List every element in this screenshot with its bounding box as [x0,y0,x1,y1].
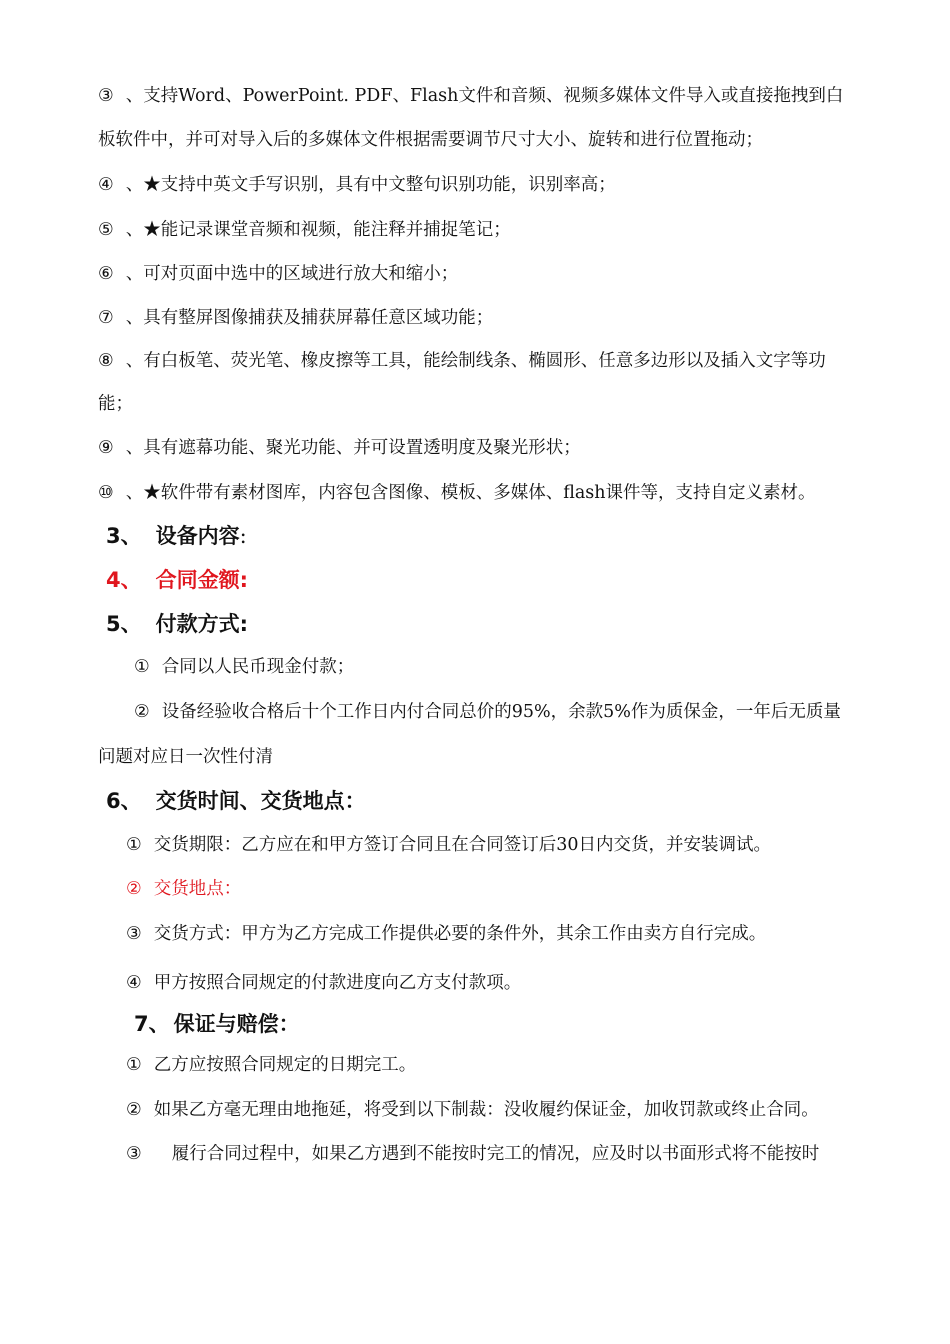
delivery-item-3 [126,922,766,946]
item-text: 板软件中，并可对导入后的多媒体文件根据需要调节尺寸大小、旋转和进行位置拖动； [98,130,763,150]
item-number: ④ [98,175,114,195]
feature-item-3-cont [98,128,763,152]
section-title: 保证与赔偿： [173,1012,300,1036]
item-text: 履行合同过程中，如果乙方遇到不能按时完工的情况，应及时以书面形式将不能按时 [171,1144,820,1164]
item-number: ⑥ [98,264,114,284]
item-number: ⑩ [98,483,114,503]
delivery-item-2 [126,877,241,901]
item-text: 乙方应按照合同规定的日期完工。 [153,1055,417,1075]
feature-item-4 [98,173,616,197]
section-heading-delivery [106,787,366,815]
feature-item-8 [98,349,826,373]
guarantee-item-2 [126,1098,819,1122]
section-number: 4、 [106,568,142,592]
item-number: ① [126,835,142,855]
feature-item-7 [98,306,493,330]
item-text: 交货方式：甲方为乙方完成工作提供必要的条件外，其余工作由卖方自行完成。 [153,924,767,944]
item-text: 问题对应日一次性付清 [98,747,273,767]
item-text: 、★能记录课堂音频和视频，能注释并捕捉笔记； [125,220,511,240]
section-title: 设备内容 [155,524,240,548]
item-number: ⑦ [98,308,114,328]
feature-item-6 [98,262,458,286]
section-number: 6、 [106,789,142,813]
item-text: 如果乙方毫无理由地拖延，将受到以下制裁：没收履约保证金，加收罚款或终止合同。 [153,1100,819,1120]
section-title: 交货时间、交货地点： [155,789,366,813]
section-heading-equipment [106,522,247,550]
section-colon: : [239,524,247,548]
feature-item-5 [98,218,511,242]
payment-item-2-cont [98,745,273,769]
item-text: 、具有遮幕功能、聚光功能、并可设置透明度及聚光形状； [125,438,581,458]
item-number: ⑤ [98,220,114,240]
item-text: 交货期限：乙方应在和甲方签订合同且在合同签订后30日内交货，并安装调试。 [153,835,771,855]
item-text: 、具有整屏图像捕获及捕获屏幕任意区域功能； [125,308,494,328]
item-text: 、可对页面中选中的区域进行放大和缩小； [125,264,459,284]
item-number: ② [134,702,150,722]
item-text: 合同以人民币现金付款； [161,657,355,677]
item-text: 、有白板笔、荧光笔、橡皮擦等工具，能绘制线条、椭圆形、任意多边形以及插入文字等功 [125,351,826,371]
guarantee-item-3 [126,1142,819,1166]
delivery-item-1 [126,833,771,857]
section-heading-contract-amount [106,566,248,594]
delivery-item-4 [126,971,521,995]
feature-item-8-cont [98,392,133,416]
section-number: 3、 [106,524,142,548]
payment-item-2 [134,700,841,724]
section-number: 7、 [134,1012,170,1036]
item-number: ⑨ [98,438,114,458]
section-title: 合同金额: [155,568,249,592]
item-text: 、★支持中英文手写识别，具有中文整句识别功能，识别率高； [125,175,616,195]
item-number: ② [126,1100,142,1120]
feature-item-3 [98,84,843,108]
item-text: 设备经验收合格后十个工作日内付合同总价的95%，余款5%作为质保金，一年后无质量 [161,702,841,722]
item-number: ③ [98,86,114,106]
item-number: ② [126,879,142,899]
item-text: 能； [98,394,133,414]
item-number: ① [134,657,150,677]
item-text: 甲方按照合同规定的付款进度向乙方支付款项。 [153,973,522,993]
payment-item-1 [134,655,354,679]
feature-item-9 [98,436,581,460]
item-text: 、★软件带有素材图库，内容包含图像、模板、多媒体、flash课件等，支持自定义素材。 [125,483,816,503]
item-number: ④ [126,973,142,993]
item-number: ③ [126,924,142,944]
guarantee-item-1 [126,1053,416,1077]
item-number: ③ [126,1144,142,1164]
section-heading-payment [106,610,248,638]
item-number: ① [126,1055,142,1075]
item-number: ⑧ [98,351,114,371]
item-text: 交货地点： [153,879,242,899]
section-heading-guarantee [134,1010,300,1038]
section-title: 付款方式: [155,612,249,636]
feature-item-10 [98,481,816,505]
item-text: 、支持Word、PowerPoint. PDF、Flash文件和音频、视频多媒体文件导入或直接拖拽到白 [125,86,844,106]
section-number: 5、 [106,612,142,636]
